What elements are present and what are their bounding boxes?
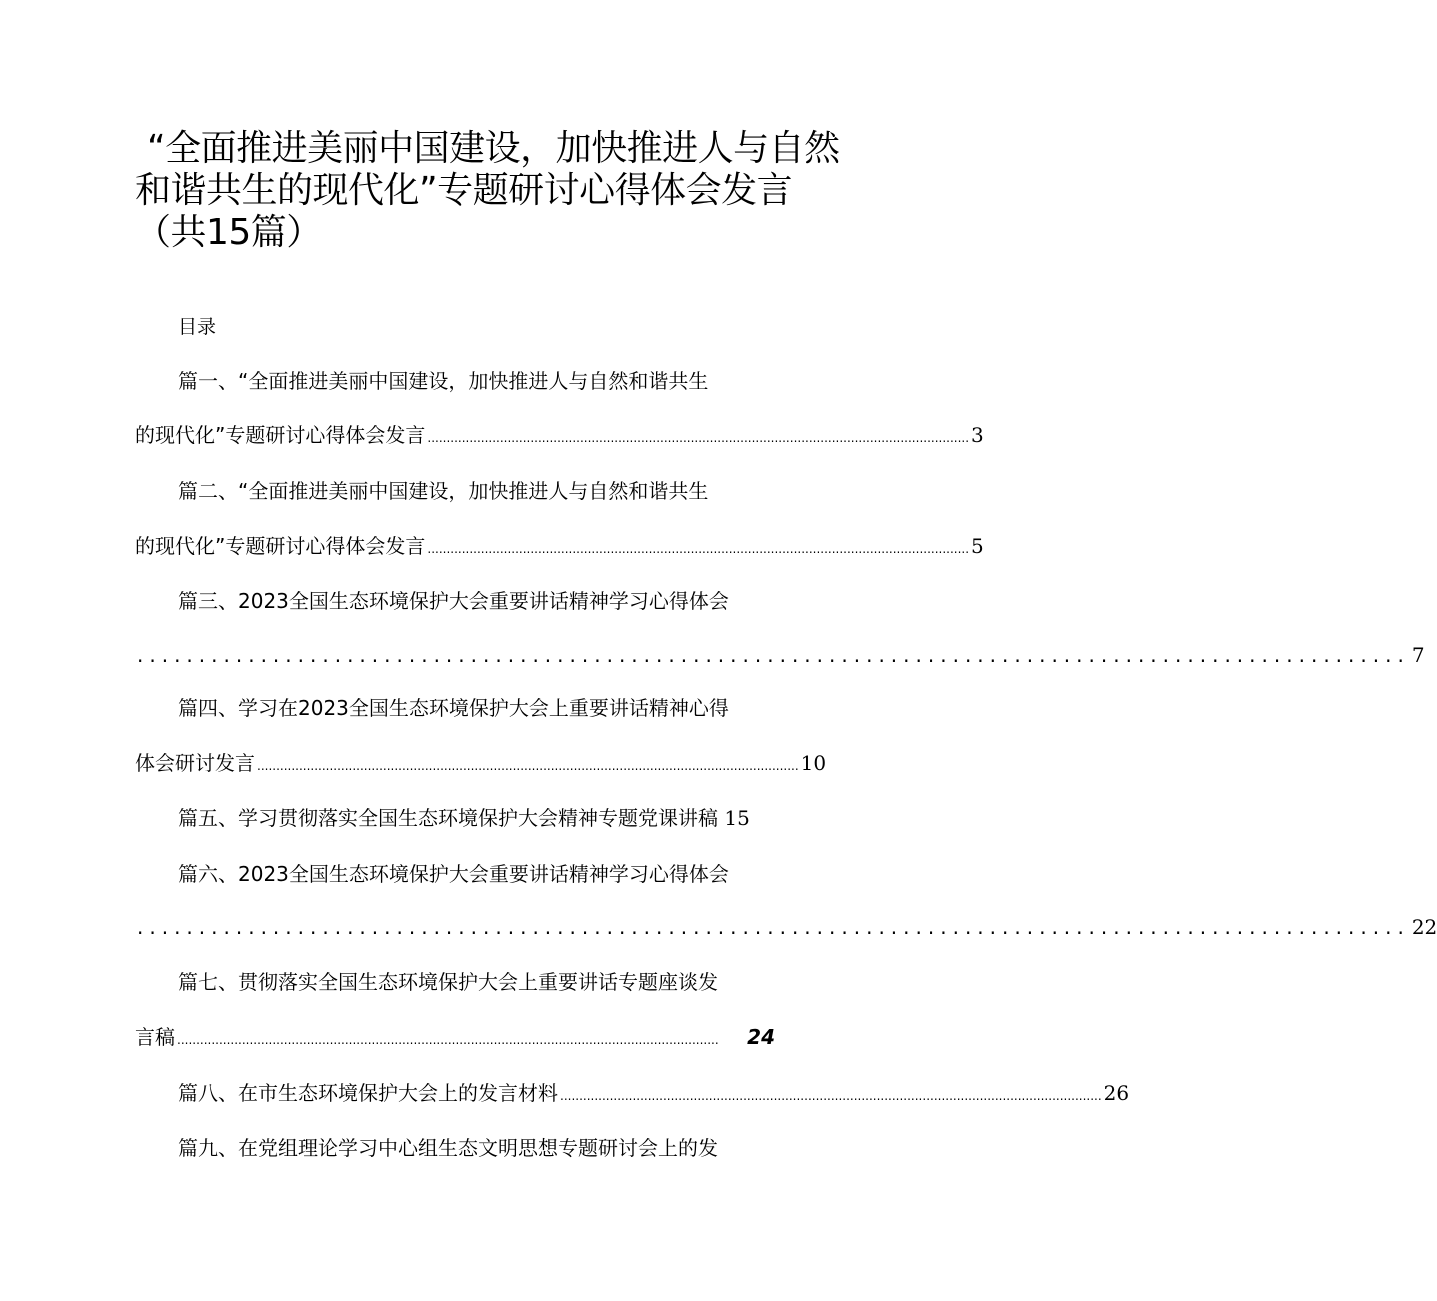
toc-entry-6-page: 22 — [1411, 915, 1437, 939]
dot-leader: ....................................................................................................... — [137, 915, 1410, 939]
dot-leader: .............................................................................................................................................. — [560, 1089, 1102, 1103]
toc-entry-9-line-1[interactable]: 篇九、在党组理论学习中心组生态文明思想专题研讨会上的发 — [178, 1136, 718, 1160]
dot-leader: .............................................................................................................................................. — [177, 1033, 719, 1047]
toc-entry-8-page: 26 — [1103, 1081, 1130, 1105]
toc-entry-1-text: 的现代化”专题研讨心得体会发言 — [135, 423, 426, 447]
toc-entry-7-line-1[interactable]: 篇七、贯彻落实全国生态环境保护大会上重要讲话专题座谈发 — [178, 970, 718, 994]
toc-entry-2-line-2[interactable] — [135, 532, 984, 560]
document-title — [135, 128, 840, 254]
toc-entry-5[interactable] — [178, 804, 750, 832]
dot-leader: ....................................................................................................... — [137, 643, 1410, 667]
toc-entry-2-page: 5 — [971, 534, 984, 558]
toc-entry-8-text: 篇八、在市生态环境保护大会上的发言材料 — [178, 1081, 558, 1105]
toc-entry-5-page: 15 — [724, 806, 750, 830]
toc-entry-6-line-1[interactable]: 篇六、2023全国生态环境保护大会重要讲话精神学习心得体会 — [178, 862, 729, 886]
toc-entry-5-text: 篇五、学习贯彻落实全国生态环境保护大会精神专题党课讲稿 — [178, 806, 718, 830]
toc-entry-4-line-1[interactable]: 篇四、学习在2023全国生态环境保护大会上重要讲话精神心得 — [178, 696, 729, 720]
title-line-2: 和谐共生的现代化”专题研讨心得体会发言 — [135, 170, 793, 211]
dot-leader: .............................................................................................................................................. — [427, 431, 970, 445]
dot-leader: .............................................................................................................................................. — [257, 759, 799, 773]
toc-entry-1-line-1[interactable]: 篇一、“全面推进美丽中国建设，加快推进人与自然和谐共生 — [178, 369, 709, 393]
toc-entry-4-line-2[interactable] — [135, 749, 827, 777]
toc-heading: 目录 — [178, 316, 217, 338]
toc-entry-1-page: 3 — [971, 423, 984, 447]
dot-leader: .............................................................................................................................................. — [427, 542, 970, 556]
toc-entry-3-line-2[interactable] — [135, 641, 1425, 669]
toc-entry-3-page: 7 — [1411, 643, 1425, 667]
toc-entry-3-line-1[interactable]: 篇三、2023全国生态环境保护大会重要讲话精神学习心得体会 — [178, 589, 729, 613]
toc-entry-2-line-1[interactable]: 篇二、“全面推进美丽中国建设，加快推进人与自然和谐共生 — [178, 479, 709, 503]
toc-entry-2-text: 的现代化”专题研讨心得体会发言 — [135, 534, 426, 558]
title-line-1: “全面推进美丽中国建设，加快推进人与自然 — [147, 128, 840, 169]
title-line-3: （共15篇） — [135, 212, 322, 253]
toc-entry-8[interactable] — [178, 1079, 1130, 1107]
toc-entry-7-text: 言稿 — [135, 1025, 175, 1049]
toc-entry-4-text: 体会研讨发言 — [135, 751, 255, 775]
toc-entry-1-line-2[interactable] — [135, 421, 984, 449]
toc-entry-6-line-2[interactable] — [135, 913, 1437, 941]
toc-entry-4-page: 10 — [800, 751, 827, 775]
toc-entry-7-page: 24 — [747, 1025, 775, 1049]
toc-entry-7-line-2[interactable] — [135, 1023, 775, 1051]
